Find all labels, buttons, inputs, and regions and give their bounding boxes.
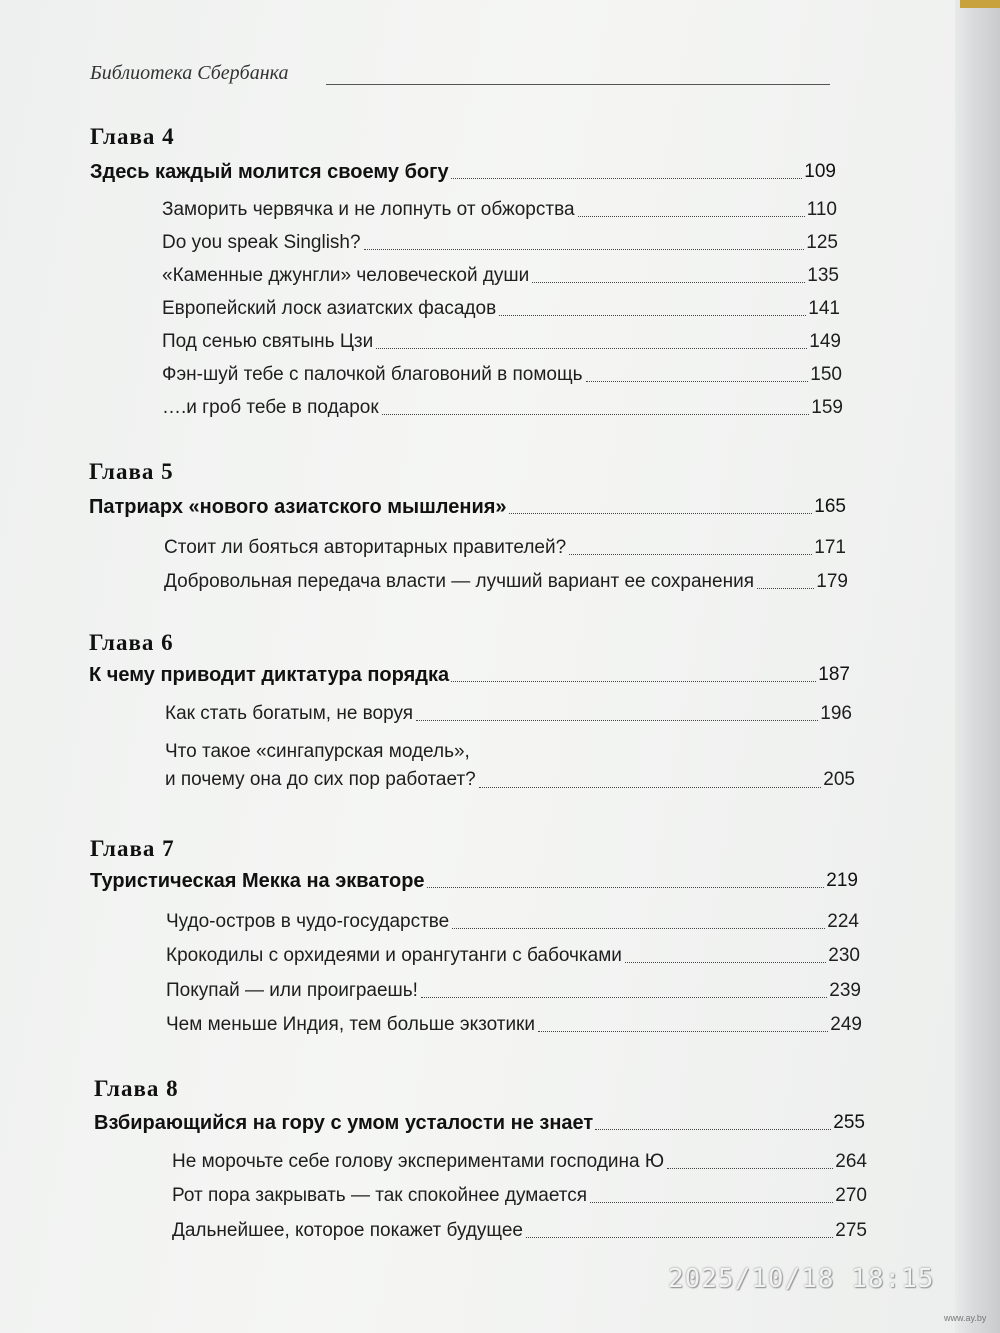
toc-main-title: Взбирающийся на гору с умом усталости не знает	[94, 1112, 594, 1134]
toc-entry	[164, 537, 846, 559]
toc-entry-title: Фэн-шуй тебе с палочкой благовоний в помощь	[162, 364, 583, 385]
dot-leader	[569, 553, 812, 555]
page-number: 219	[826, 870, 858, 891]
page-number: 255	[833, 1112, 865, 1133]
page-number: 110	[806, 199, 837, 220]
toc-entry-title: Покупай — или проиграешь!	[166, 980, 418, 1001]
toc-main-title: Туристическая Мекка на экваторе	[90, 870, 425, 892]
dot-leader	[667, 1167, 833, 1169]
toc-entry-second-line	[165, 766, 855, 794]
dot-leader	[416, 719, 818, 721]
page-number: 239	[829, 980, 861, 1001]
page-number: 275	[835, 1220, 867, 1241]
toc-entry	[166, 980, 861, 1002]
page-number: 179	[816, 571, 848, 592]
dot-leader	[451, 177, 803, 179]
dot-leader	[509, 512, 813, 514]
toc-entry	[166, 945, 860, 967]
toc-entry-title: Чудо-остров в чудо-государстве	[166, 911, 450, 932]
toc-entry-two-line	[165, 738, 855, 794]
toc-entry	[172, 1185, 867, 1207]
dot-leader	[578, 215, 805, 217]
dot-leader	[625, 961, 826, 963]
chapter-5-title-row	[89, 496, 846, 518]
dot-leader	[382, 413, 810, 415]
page-number: 141	[808, 298, 840, 319]
toc-entry-title: Как стать богатым, не воруя	[165, 703, 414, 724]
chapter-7-title-row	[90, 870, 858, 892]
dot-leader	[532, 281, 805, 283]
toc-entry	[162, 265, 839, 287]
toc-entry-title: Не морочьте себе голову экспериментами господина Ю	[172, 1151, 665, 1172]
page-number: 125	[806, 232, 838, 253]
toc-entry	[172, 1220, 867, 1242]
page-number: 165	[814, 496, 846, 517]
dot-leader	[538, 1030, 828, 1032]
toc-entry-title: Дальнейшее, которое покажет будущее	[172, 1220, 523, 1241]
toc-entry	[165, 703, 852, 725]
chapter-4-label: Глава 4	[90, 124, 175, 149]
page-number: 224	[827, 911, 859, 932]
chapter-6-label: Глава 6	[89, 630, 174, 655]
toc-entry-title: «Каменные джунгли» человеческой души	[162, 265, 530, 286]
chapter-4-title-row	[90, 161, 836, 183]
toc-main-title: Патриарх «нового азиатского мышления»	[89, 496, 507, 518]
chapter-5-label: Глава 5	[89, 459, 174, 484]
toc-entry	[172, 1151, 867, 1173]
page-number: 264	[835, 1151, 867, 1172]
toc-entry	[166, 911, 859, 933]
page-edge	[955, 0, 1000, 1333]
page-number: 187	[818, 664, 850, 685]
dot-leader	[586, 380, 809, 382]
toc-main-title: Здесь каждый молится своему богу	[90, 161, 449, 183]
running-head: Библиотека Сбербанка	[90, 62, 289, 84]
toc-entry-title: Европейский лоск азиатских фасадов	[162, 298, 497, 319]
dot-leader	[427, 886, 825, 888]
page-number: 249	[830, 1014, 862, 1035]
toc-entry	[164, 571, 848, 593]
chapter-7-label: Глава 7	[90, 836, 175, 861]
dot-leader	[595, 1128, 831, 1130]
toc-entry	[162, 199, 837, 221]
toc-entry-title: Стоит ли бояться авторитарных правителей?	[164, 537, 567, 558]
toc-entry	[162, 397, 843, 419]
dot-leader	[421, 996, 827, 998]
chapter-6-title-row	[89, 664, 850, 686]
watermark: www.ay.by	[944, 1313, 987, 1323]
toc-entry-title: Крокодилы с орхидеями и орангутанги с бабочками	[166, 945, 622, 966]
page-number: 270	[835, 1185, 867, 1206]
page-number: 196	[820, 703, 852, 724]
binding-corner	[960, 0, 1000, 8]
dot-leader	[590, 1201, 833, 1203]
photo-timestamp: 2025/10/18 18:15	[668, 1264, 935, 1294]
toc-entry-title: Добровольная передача власти — лучший вариант ее сохранения	[164, 571, 755, 592]
chapter-8-label: Глава 8	[94, 1076, 179, 1101]
toc-entry	[162, 232, 838, 254]
dot-leader	[452, 927, 825, 929]
toc-entry-title: Под сенью святынь Цзи	[162, 331, 374, 352]
toc-entry-title: Рот пора закрывать — так спокойнее думается	[172, 1185, 588, 1206]
dot-leader	[526, 1236, 833, 1238]
page-number: 149	[809, 331, 841, 352]
toc-entry-title: ….и гроб тебе в подарок	[162, 397, 379, 418]
toc-entry-title-line1: Что такое «сингапурская модель»,	[165, 741, 470, 762]
toc-entry-title: Чем меньше Индия, тем больше экзотики	[166, 1014, 535, 1035]
dot-leader	[757, 587, 814, 589]
page-number: 109	[804, 161, 836, 182]
page-number: 230	[828, 945, 860, 966]
page-number: 159	[811, 397, 843, 418]
toc-entry	[162, 364, 842, 386]
toc-entry	[166, 1014, 862, 1036]
toc-entry	[162, 298, 840, 320]
page-number: 135	[807, 265, 839, 286]
page-number: 205	[823, 769, 855, 790]
toc-entry-title-line2: и почему она до сих пор работает?	[165, 769, 476, 790]
page-number: 171	[814, 537, 846, 558]
dot-leader	[499, 314, 806, 316]
dot-leader	[451, 680, 816, 682]
header-rule	[326, 84, 830, 85]
chapter-8-title-row	[94, 1112, 865, 1134]
dot-leader	[376, 347, 807, 349]
toc-entry	[162, 331, 841, 353]
page-number: 150	[810, 364, 842, 385]
toc-main-title: К чему приводит диктатура порядка	[89, 664, 450, 686]
toc-entry-title: Do you speak Singlish?	[162, 232, 361, 253]
dot-leader	[479, 786, 822, 788]
dot-leader	[364, 248, 805, 250]
toc-entry-title: Заморить червячка и не лопнуть от обжорства	[162, 199, 575, 220]
